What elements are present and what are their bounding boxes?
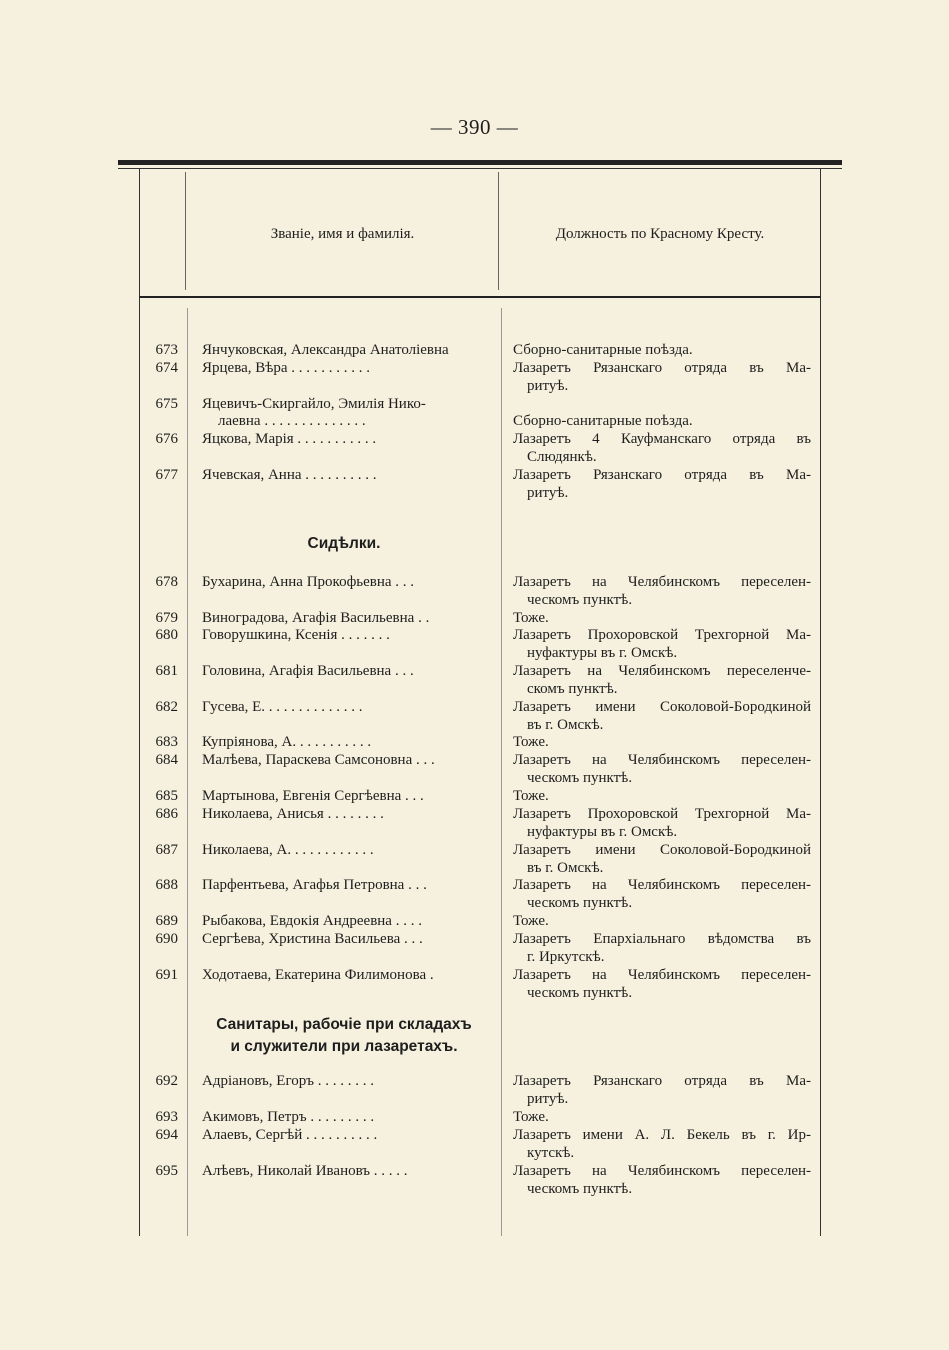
row-name: Ярцева, Вѣра . . . . . . . . . . . (202, 360, 371, 376)
row-number: 688 (155, 877, 178, 893)
post-line: Тоже. (513, 1109, 549, 1125)
post-line: ритуѣ. (527, 484, 569, 501)
post-line: ритуѣ. (527, 1090, 569, 1107)
row-post (513, 752, 811, 787)
row-name: Ячевская, Анна . . . . . . . . . . (202, 467, 377, 483)
row-number: 680 (155, 627, 178, 643)
row-number: 693 (155, 1109, 178, 1125)
column-separator-1 (187, 308, 188, 1236)
post-line: ритуѣ. (527, 377, 569, 394)
post-line: Лазаретъ на Челябинскомъ переселен- (513, 1163, 811, 1179)
row-name: Николаева, А. . . . . . . . . . . . (202, 842, 374, 858)
row-name: Алѣевъ, Николай Ивановъ . . . . . (202, 1163, 408, 1179)
row-name: Адріановъ, Егоръ . . . . . . . . (202, 1073, 374, 1089)
post-line: Лазаретъ на Челябинскомъ переселен- (513, 967, 811, 983)
row-name: Яцкова, Марія . . . . . . . . . . . (202, 431, 377, 447)
page-number: — 390 — (430, 115, 519, 139)
row-post (513, 931, 811, 966)
row-number: 678 (155, 574, 178, 590)
section-title-continued: и служители при лазаретахъ. (230, 1038, 458, 1055)
top-rule-thin (118, 168, 842, 169)
row-name: Акимовъ, Петръ . . . . . . . . . (202, 1109, 375, 1125)
post-line: скомъ пунктѣ. (527, 680, 618, 697)
header-name-column: Званіе, имя и фамилія. (270, 226, 415, 242)
post-line: Тоже. (513, 734, 549, 750)
row-number: 695 (155, 1163, 178, 1179)
row-number: 690 (155, 931, 178, 947)
post-line: Лазаретъ Епархіальнаго вѣдомства въ (513, 931, 811, 947)
row-name-continued: лаевна . . . . . . . . . . . . . . (218, 413, 366, 429)
post-line: нуфактуры въ г. Омскѣ. (527, 644, 678, 661)
row-post (513, 342, 811, 360)
row-name: Малѣева, Параскева Самсоновна . . . (202, 752, 435, 768)
row-name: Парфентьева, Агафья Петровна . . . (202, 877, 427, 893)
column-separator-2 (501, 308, 502, 1236)
row-post (513, 1073, 811, 1108)
post-line: Лазаретъ имени Соколовой-Бородкиной (513, 842, 811, 858)
row-name: Гусева, Е. . . . . . . . . . . . . . (202, 699, 363, 715)
row-name: Рыбакова, Евдокія Андреевна . . . . (202, 913, 422, 929)
post-line: Лазаретъ 4 Кауфманскаго отряда въ (513, 431, 811, 447)
row-post (513, 574, 811, 609)
column-separator-header-1 (185, 172, 186, 290)
row-name: Ходотаева, Екатерина Филимонова . (202, 967, 434, 983)
post-line: Лазаретъ на Челябинскомъ переселен- (513, 574, 811, 590)
table-right-border (820, 168, 821, 1236)
row-post (513, 967, 811, 1002)
post-line: Тоже. (513, 788, 549, 804)
row-post (513, 1163, 811, 1198)
column-separator-header-2 (498, 172, 499, 290)
row-number: 677 (155, 467, 178, 483)
post-line: нуфактуры въ г. Омскѣ. (527, 823, 678, 840)
row-name: Бухарина, Анна Прокофьевна . . . (202, 574, 415, 590)
row-post (513, 413, 811, 431)
row-post (513, 431, 811, 466)
row-post (513, 806, 811, 841)
post-line: Лазаретъ на Челябинскомъ переселенче- (513, 663, 811, 679)
top-rule (118, 160, 842, 165)
row-post (513, 788, 811, 806)
row-name: Николаева, Анисья . . . . . . . . (202, 806, 384, 822)
row-post (513, 467, 811, 502)
row-number: 674 (155, 360, 178, 376)
post-line: Лазаретъ Прохоровской Трехгорной Ма- (513, 627, 811, 643)
post-line: Сборно-санитарные поѣзда. (513, 342, 693, 358)
post-line: Тоже. (513, 913, 549, 929)
post-line: ческомъ пунктѣ. (527, 984, 633, 1001)
row-name: Виноградова, Агафія Васильевна . . (202, 610, 430, 626)
post-line: Слюдянкѣ. (527, 448, 597, 465)
row-name: Говорушкина, Ксенія . . . . . . . (202, 627, 390, 643)
row-number: 673 (155, 342, 178, 358)
row-name: Купріянова, А. . . . . . . . . . . (202, 734, 372, 750)
row-name: Сергѣева, Христина Васильева . . . (202, 931, 423, 947)
row-post (513, 842, 811, 877)
row-post (513, 699, 811, 734)
row-post (513, 627, 811, 662)
row-number: 686 (155, 806, 178, 822)
post-line: ческомъ пунктѣ. (527, 591, 633, 608)
post-line: ческомъ пунктѣ. (527, 894, 633, 911)
header-rule (139, 296, 821, 298)
row-number: 685 (155, 788, 178, 804)
post-line: ческомъ пунктѣ. (527, 1180, 633, 1197)
row-name: Алаевъ, Сергѣй . . . . . . . . . . (202, 1127, 378, 1143)
post-line: въ г. Омскѣ. (527, 859, 604, 876)
section-title: Санитары, рабочіе при складахъ (216, 1016, 472, 1033)
row-number: 676 (155, 431, 178, 447)
post-line: г. Иркутскѣ. (527, 948, 605, 965)
row-post (513, 610, 811, 628)
row-name: Янчуковская, Александра Анатоліевна (202, 342, 449, 358)
row-post (513, 734, 811, 752)
post-line: кутскѣ. (527, 1144, 575, 1161)
post-line: Тоже. (513, 610, 549, 626)
row-post (513, 913, 811, 931)
row-name: Головина, Агафія Васильевна . . . (202, 663, 414, 679)
row-number: 675 (155, 396, 178, 412)
post-line: Лазаретъ Рязанскаго отряда въ Ма- (513, 360, 811, 376)
post-line: Лазаретъ Рязанскаго отряда въ Ма- (513, 467, 811, 483)
post-line: ческомъ пунктѣ. (527, 769, 633, 786)
row-number: 682 (155, 699, 178, 715)
post-line: въ г. Омскѣ. (527, 716, 604, 733)
row-post (513, 1109, 811, 1127)
row-number: 692 (155, 1073, 178, 1089)
section-title: Сидѣлки. (307, 535, 381, 552)
row-number: 683 (155, 734, 178, 750)
post-line: Лазаретъ имени А. Л. Бекель въ г. Ир- (513, 1127, 811, 1143)
row-post (513, 877, 811, 912)
row-number: 691 (155, 967, 178, 983)
row-name: Яцевичъ-Скиргайло, Эмилія Нико- (202, 396, 426, 412)
row-number: 681 (155, 663, 178, 679)
post-line: Сборно-санитарные поѣзда. (513, 413, 693, 429)
post-line: Лазаретъ Рязанскаго отряда въ Ма- (513, 1073, 811, 1089)
post-line: Лазаретъ на Челябинскомъ переселен- (513, 877, 811, 893)
header-post-column: Должность по Красному Кресту. (555, 226, 765, 242)
post-line: Лазаретъ Прохоровской Трехгорной Ма- (513, 806, 811, 822)
row-name: Мартынова, Евгенія Сергѣевна . . . (202, 788, 424, 804)
row-number: 684 (155, 752, 178, 768)
row-post (513, 360, 811, 395)
row-number: 694 (155, 1127, 178, 1143)
row-post (513, 1127, 811, 1162)
post-line: Лазаретъ на Челябинскомъ переселен- (513, 752, 811, 768)
row-number: 689 (155, 913, 178, 929)
row-number: 687 (155, 842, 178, 858)
post-line: Лазаретъ имени Соколовой-Бородкиной (513, 699, 811, 715)
row-number: 679 (155, 610, 178, 626)
row-post (513, 663, 811, 698)
